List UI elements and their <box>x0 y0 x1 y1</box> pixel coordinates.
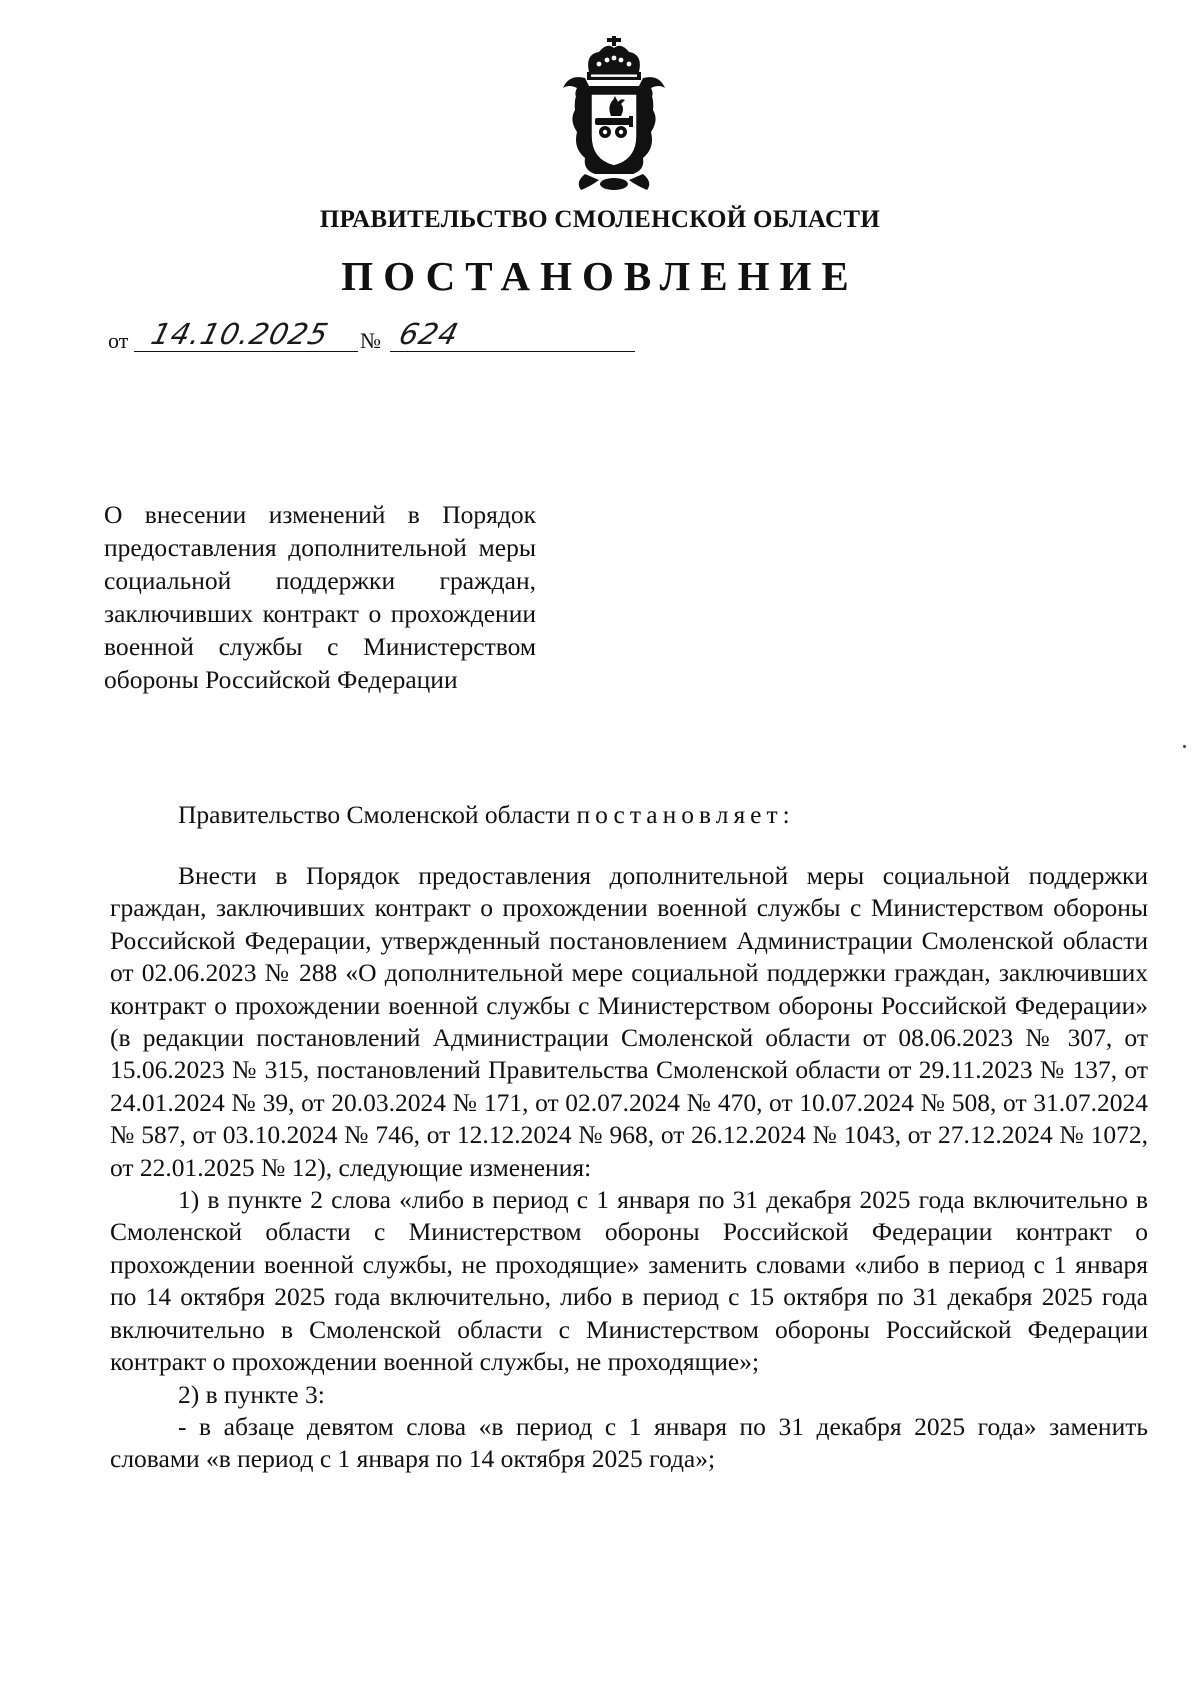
paragraph-item-1: 1) в пункте 2 слова «либо в период с 1 января по 31 декабря 2025 года включительно в Смоленской области с Министерством обороны Российской Федерации контракт о прохождении военной службы, не проходящие» заменить словами «либо в период с 1 января по 14 октября 2025 года включительно, либо в период с 15 октября по 31 декабря 2025 года включительно в Смоленской области с Министерством обороны Российской Федерации контракт о прохождении военной службы, не проходящие»; <box>110 1185 1148 1377</box>
date-underline <box>134 351 358 352</box>
preamble-verb: постановляет: <box>576 800 795 829</box>
date-number-line <box>108 317 538 364</box>
preamble <box>178 800 795 830</box>
paragraph-item-2-sub: - в абзаце девятом слова «в период с 1 января по 31 декабря 2025 года» заменить словами «в период с 1 января по 14 октября 2025 года»; <box>110 1411 1148 1474</box>
number-label: № <box>360 328 381 353</box>
preamble-text: Правительство Смоленской области <box>178 800 571 829</box>
document-type-title: ПОСТАНОВЛЕНИЕ <box>341 253 859 299</box>
handwritten-number: 624 <box>395 317 463 351</box>
document-body <box>110 860 1148 1476</box>
coat-of-arms-emblem <box>555 36 673 194</box>
handwritten-date: 14.10.2025 <box>147 317 333 351</box>
number-underline <box>390 351 635 352</box>
scan-artifact <box>1183 745 1186 748</box>
document-subject: О внесении изменений в Порядок предоставления дополнительной меры социальной поддержки граждан, заключивших контракт о прохождении военной службы с Министерством обороны Российской Федерации <box>104 500 536 694</box>
paragraph-item-2: 2) в пункте 3: <box>178 1379 325 1409</box>
paragraph-main: Внести в Порядок предоставления дополнительной меры социальной поддержки граждан, заключивших контракт о прохождении военной службы с Министерством обороны Российской Федерации, утвержденный постановлением Администрации Смоленской области от 02.06.2023 № 288 «О дополнительной мере социальной поддержки граждан, заключивших контракт о прохождении военной службы с Министерством обороны Российской Федерации» (в редакции постановлений Администрации Смоленской области от 08.06.2023 № 307, от 15.06.2023 № 315, постановлений Правительства Смоленской области от 29.11.2023 № 137, от 24.01.2024 № 39, от 20.03.2024 № 171, от 02.07.2024 № 470, от 10.07.2024 № 508, от 31.07.2024 № 587, от 03.10.2024 № 746, от 12.12.2024 № 968, от 26.12.2024 № 1043, от 27.12.2024 № 1072, от 22.01.2025 № 12), следующие изменения: <box>110 861 1148 1182</box>
date-from-label: от <box>108 328 129 353</box>
government-title: ПРАВИТЕЛЬСТВО СМОЛЕНСКОЙ ОБЛАСТИ <box>319 206 881 233</box>
